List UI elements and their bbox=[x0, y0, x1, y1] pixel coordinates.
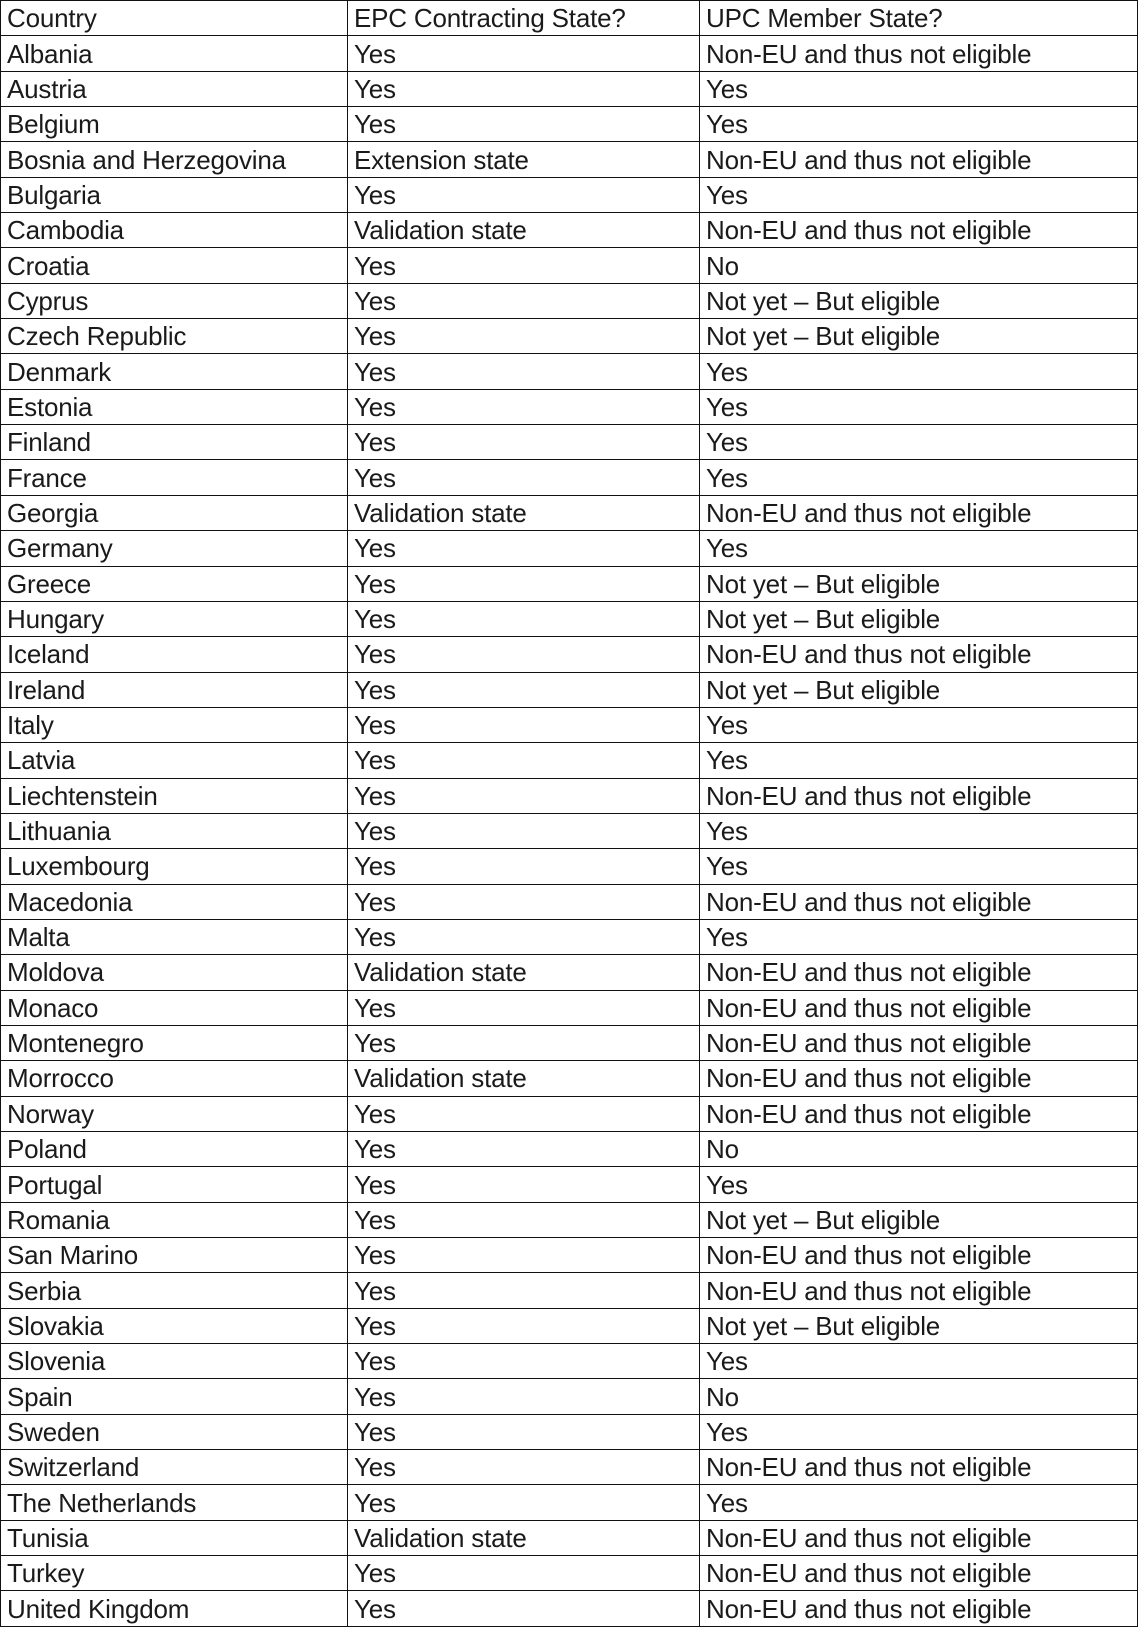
epc-status-cell: Yes bbox=[348, 743, 700, 778]
upc-status-cell: Yes bbox=[700, 177, 1138, 212]
upc-status-cell: Non-EU and thus not eligible bbox=[700, 1556, 1138, 1591]
country-cell: Malta bbox=[1, 919, 348, 954]
table-row bbox=[1, 1450, 1138, 1485]
table-row bbox=[1, 1344, 1138, 1379]
epc-status-cell: Yes bbox=[348, 425, 700, 460]
upc-status-cell: Yes bbox=[700, 1414, 1138, 1449]
country-cell: Latvia bbox=[1, 743, 348, 778]
epc-status-cell: Yes bbox=[348, 1025, 700, 1060]
table-row bbox=[1, 1061, 1138, 1096]
table-row bbox=[1, 107, 1138, 142]
table-row bbox=[1, 177, 1138, 212]
upc-status-cell: Yes bbox=[700, 813, 1138, 848]
country-cell: Hungary bbox=[1, 601, 348, 636]
epc-status-cell: Validation state bbox=[348, 213, 700, 248]
table-row bbox=[1, 778, 1138, 813]
table-row bbox=[1, 601, 1138, 636]
country-cell: Montenegro bbox=[1, 1025, 348, 1060]
country-cell: France bbox=[1, 460, 348, 495]
table-row bbox=[1, 707, 1138, 742]
country-cell: Slovenia bbox=[1, 1344, 348, 1379]
country-cell: Greece bbox=[1, 566, 348, 601]
table-row bbox=[1, 955, 1138, 990]
upc-status-cell: Non-EU and thus not eligible bbox=[700, 637, 1138, 672]
country-cell: Belgium bbox=[1, 107, 348, 142]
epc-status-cell: Yes bbox=[348, 1344, 700, 1379]
table-row bbox=[1, 1379, 1138, 1414]
country-cell: Italy bbox=[1, 707, 348, 742]
upc-status-cell: No bbox=[700, 1132, 1138, 1167]
table-row bbox=[1, 1202, 1138, 1237]
upc-status-cell: No bbox=[700, 1379, 1138, 1414]
upc-status-cell: Non-EU and thus not eligible bbox=[700, 1025, 1138, 1060]
epc-status-cell: Yes bbox=[348, 1096, 700, 1131]
upc-status-cell: Non-EU and thus not eligible bbox=[700, 1591, 1138, 1626]
table-row bbox=[1, 1025, 1138, 1060]
upc-status-cell: Non-EU and thus not eligible bbox=[700, 213, 1138, 248]
country-cell: Switzerland bbox=[1, 1450, 348, 1485]
country-cell: Bosnia and Herzegovina bbox=[1, 142, 348, 177]
country-cell: Georgia bbox=[1, 495, 348, 530]
upc-status-cell: Not yet – But eligible bbox=[700, 601, 1138, 636]
epc-status-cell: Yes bbox=[348, 177, 700, 212]
table-row bbox=[1, 1167, 1138, 1202]
epc-status-cell: Yes bbox=[348, 778, 700, 813]
epc-status-cell: Yes bbox=[348, 1556, 700, 1591]
epc-status-cell: Yes bbox=[348, 1379, 700, 1414]
country-cell: Cyprus bbox=[1, 283, 348, 318]
upc-status-cell: Non-EU and thus not eligible bbox=[700, 142, 1138, 177]
country-cell: Tunisia bbox=[1, 1520, 348, 1555]
country-cell: Austria bbox=[1, 71, 348, 106]
epc-status-cell: Yes bbox=[348, 1485, 700, 1520]
country-cell: Serbia bbox=[1, 1273, 348, 1308]
upc-status-cell: Yes bbox=[700, 425, 1138, 460]
epc-status-cell: Yes bbox=[348, 1450, 700, 1485]
header-country: Country bbox=[1, 1, 348, 36]
epc-status-cell: Yes bbox=[348, 919, 700, 954]
upc-status-cell: Not yet – But eligible bbox=[700, 319, 1138, 354]
upc-status-cell: Yes bbox=[700, 919, 1138, 954]
country-cell: Cambodia bbox=[1, 213, 348, 248]
upc-status-cell: No bbox=[700, 248, 1138, 283]
upc-status-cell: Yes bbox=[700, 1167, 1138, 1202]
country-cell: Denmark bbox=[1, 354, 348, 389]
table-row bbox=[1, 354, 1138, 389]
country-cell: Finland bbox=[1, 425, 348, 460]
country-cell: Bulgaria bbox=[1, 177, 348, 212]
epc-status-cell: Yes bbox=[348, 354, 700, 389]
table-row bbox=[1, 389, 1138, 424]
country-cell: Lithuania bbox=[1, 813, 348, 848]
table-row bbox=[1, 460, 1138, 495]
epc-status-cell: Yes bbox=[348, 319, 700, 354]
country-cell: Monaco bbox=[1, 990, 348, 1025]
table-row bbox=[1, 990, 1138, 1025]
table-row bbox=[1, 813, 1138, 848]
upc-status-cell: Non-EU and thus not eligible bbox=[700, 990, 1138, 1025]
table-row bbox=[1, 1556, 1138, 1591]
epc-status-cell: Yes bbox=[348, 36, 700, 71]
table-header-row bbox=[1, 1, 1138, 36]
table-row bbox=[1, 495, 1138, 530]
upc-status-cell: Yes bbox=[700, 71, 1138, 106]
country-cell: Liechtenstein bbox=[1, 778, 348, 813]
epc-status-cell: Yes bbox=[348, 707, 700, 742]
table-row bbox=[1, 1096, 1138, 1131]
country-cell: The Netherlands bbox=[1, 1485, 348, 1520]
table-body bbox=[1, 36, 1138, 1626]
country-cell: Sweden bbox=[1, 1414, 348, 1449]
country-cell: United Kingdom bbox=[1, 1591, 348, 1626]
table-row bbox=[1, 1308, 1138, 1343]
upc-status-cell: Yes bbox=[700, 1485, 1138, 1520]
country-cell: Romania bbox=[1, 1202, 348, 1237]
upc-status-cell: Not yet – But eligible bbox=[700, 283, 1138, 318]
epc-status-cell: Yes bbox=[348, 531, 700, 566]
upc-status-cell: Yes bbox=[700, 707, 1138, 742]
upc-status-cell: Non-EU and thus not eligible bbox=[700, 778, 1138, 813]
table-row bbox=[1, 1414, 1138, 1449]
epc-status-cell: Yes bbox=[348, 566, 700, 601]
country-cell: Macedonia bbox=[1, 884, 348, 919]
epc-status-cell: Yes bbox=[348, 884, 700, 919]
epc-status-cell: Yes bbox=[348, 460, 700, 495]
epc-status-cell: Yes bbox=[348, 71, 700, 106]
table-row bbox=[1, 743, 1138, 778]
epc-status-cell: Yes bbox=[348, 1414, 700, 1449]
table-row bbox=[1, 1132, 1138, 1167]
table-row bbox=[1, 213, 1138, 248]
table-row bbox=[1, 849, 1138, 884]
table-row bbox=[1, 884, 1138, 919]
upc-status-cell: Yes bbox=[700, 743, 1138, 778]
epc-status-cell: Yes bbox=[348, 849, 700, 884]
upc-status-cell: Yes bbox=[700, 389, 1138, 424]
epc-status-cell: Yes bbox=[348, 283, 700, 318]
epc-status-cell: Validation state bbox=[348, 1061, 700, 1096]
epc-status-cell: Yes bbox=[348, 1238, 700, 1273]
epc-status-cell: Yes bbox=[348, 672, 700, 707]
country-cell: Germany bbox=[1, 531, 348, 566]
epc-status-cell: Yes bbox=[348, 1273, 700, 1308]
table-row bbox=[1, 142, 1138, 177]
country-cell: Ireland bbox=[1, 672, 348, 707]
table-row bbox=[1, 566, 1138, 601]
table-row bbox=[1, 283, 1138, 318]
table-row bbox=[1, 637, 1138, 672]
country-cell: Norway bbox=[1, 1096, 348, 1131]
epc-status-cell: Validation state bbox=[348, 955, 700, 990]
epc-status-cell: Extension state bbox=[348, 142, 700, 177]
table-row bbox=[1, 1520, 1138, 1555]
table-row bbox=[1, 1238, 1138, 1273]
epc-status-cell: Yes bbox=[348, 107, 700, 142]
country-cell: Albania bbox=[1, 36, 348, 71]
table-row bbox=[1, 919, 1138, 954]
country-cell: Estonia bbox=[1, 389, 348, 424]
country-cell: Poland bbox=[1, 1132, 348, 1167]
table-row bbox=[1, 248, 1138, 283]
table-row bbox=[1, 1273, 1138, 1308]
upc-status-cell: Non-EU and thus not eligible bbox=[700, 884, 1138, 919]
epc-status-cell: Yes bbox=[348, 1132, 700, 1167]
epc-status-cell: Yes bbox=[348, 813, 700, 848]
table-row bbox=[1, 1591, 1138, 1626]
epc-status-cell: Yes bbox=[348, 1591, 700, 1626]
country-cell: Luxembourg bbox=[1, 849, 348, 884]
table-row bbox=[1, 1485, 1138, 1520]
epc-status-cell: Yes bbox=[348, 1308, 700, 1343]
epc-status-cell: Yes bbox=[348, 389, 700, 424]
table-row bbox=[1, 36, 1138, 71]
country-cell: Moldova bbox=[1, 955, 348, 990]
upc-status-cell: Non-EU and thus not eligible bbox=[700, 1096, 1138, 1131]
epc-status-cell: Yes bbox=[348, 637, 700, 672]
country-cell: Turkey bbox=[1, 1556, 348, 1591]
upc-status-cell: Non-EU and thus not eligible bbox=[700, 1520, 1138, 1555]
country-cell: San Marino bbox=[1, 1238, 348, 1273]
upc-status-cell: Non-EU and thus not eligible bbox=[700, 1273, 1138, 1308]
country-cell: Slovakia bbox=[1, 1308, 348, 1343]
epc-status-cell: Yes bbox=[348, 1202, 700, 1237]
upc-status-cell: Non-EU and thus not eligible bbox=[700, 36, 1138, 71]
upc-status-cell: Yes bbox=[700, 1344, 1138, 1379]
epc-status-cell: Yes bbox=[348, 601, 700, 636]
upc-status-cell: Non-EU and thus not eligible bbox=[700, 1238, 1138, 1273]
epc-status-cell: Yes bbox=[348, 990, 700, 1025]
epc-status-cell: Yes bbox=[348, 1167, 700, 1202]
upc-status-cell: Yes bbox=[700, 460, 1138, 495]
upc-status-cell: Not yet – But eligible bbox=[700, 1308, 1138, 1343]
upc-status-cell: Not yet – But eligible bbox=[700, 1202, 1138, 1237]
upc-status-cell: Non-EU and thus not eligible bbox=[700, 1450, 1138, 1485]
upc-status-cell: Not yet – But eligible bbox=[700, 566, 1138, 601]
country-cell: Iceland bbox=[1, 637, 348, 672]
table-row bbox=[1, 425, 1138, 460]
table-row bbox=[1, 71, 1138, 106]
country-cell: Morrocco bbox=[1, 1061, 348, 1096]
table-row bbox=[1, 319, 1138, 354]
header-epc-contracting-state: EPC Contracting State? bbox=[348, 1, 700, 36]
upc-status-cell: Yes bbox=[700, 531, 1138, 566]
epc-status-cell: Validation state bbox=[348, 1520, 700, 1555]
epc-status-cell: Validation state bbox=[348, 495, 700, 530]
header-upc-member-state: UPC Member State? bbox=[700, 1, 1138, 36]
country-cell: Czech Republic bbox=[1, 319, 348, 354]
upc-status-cell: Non-EU and thus not eligible bbox=[700, 495, 1138, 530]
country-cell: Portugal bbox=[1, 1167, 348, 1202]
upc-status-cell: Yes bbox=[700, 107, 1138, 142]
country-cell: Spain bbox=[1, 1379, 348, 1414]
country-cell: Croatia bbox=[1, 248, 348, 283]
upc-status-cell: Non-EU and thus not eligible bbox=[700, 1061, 1138, 1096]
epc-status-cell: Yes bbox=[348, 248, 700, 283]
upc-status-cell: Yes bbox=[700, 354, 1138, 389]
table-row bbox=[1, 672, 1138, 707]
upc-status-cell: Yes bbox=[700, 849, 1138, 884]
upc-status-cell: Not yet – But eligible bbox=[700, 672, 1138, 707]
upc-status-cell: Non-EU and thus not eligible bbox=[700, 955, 1138, 990]
table-row bbox=[1, 531, 1138, 566]
